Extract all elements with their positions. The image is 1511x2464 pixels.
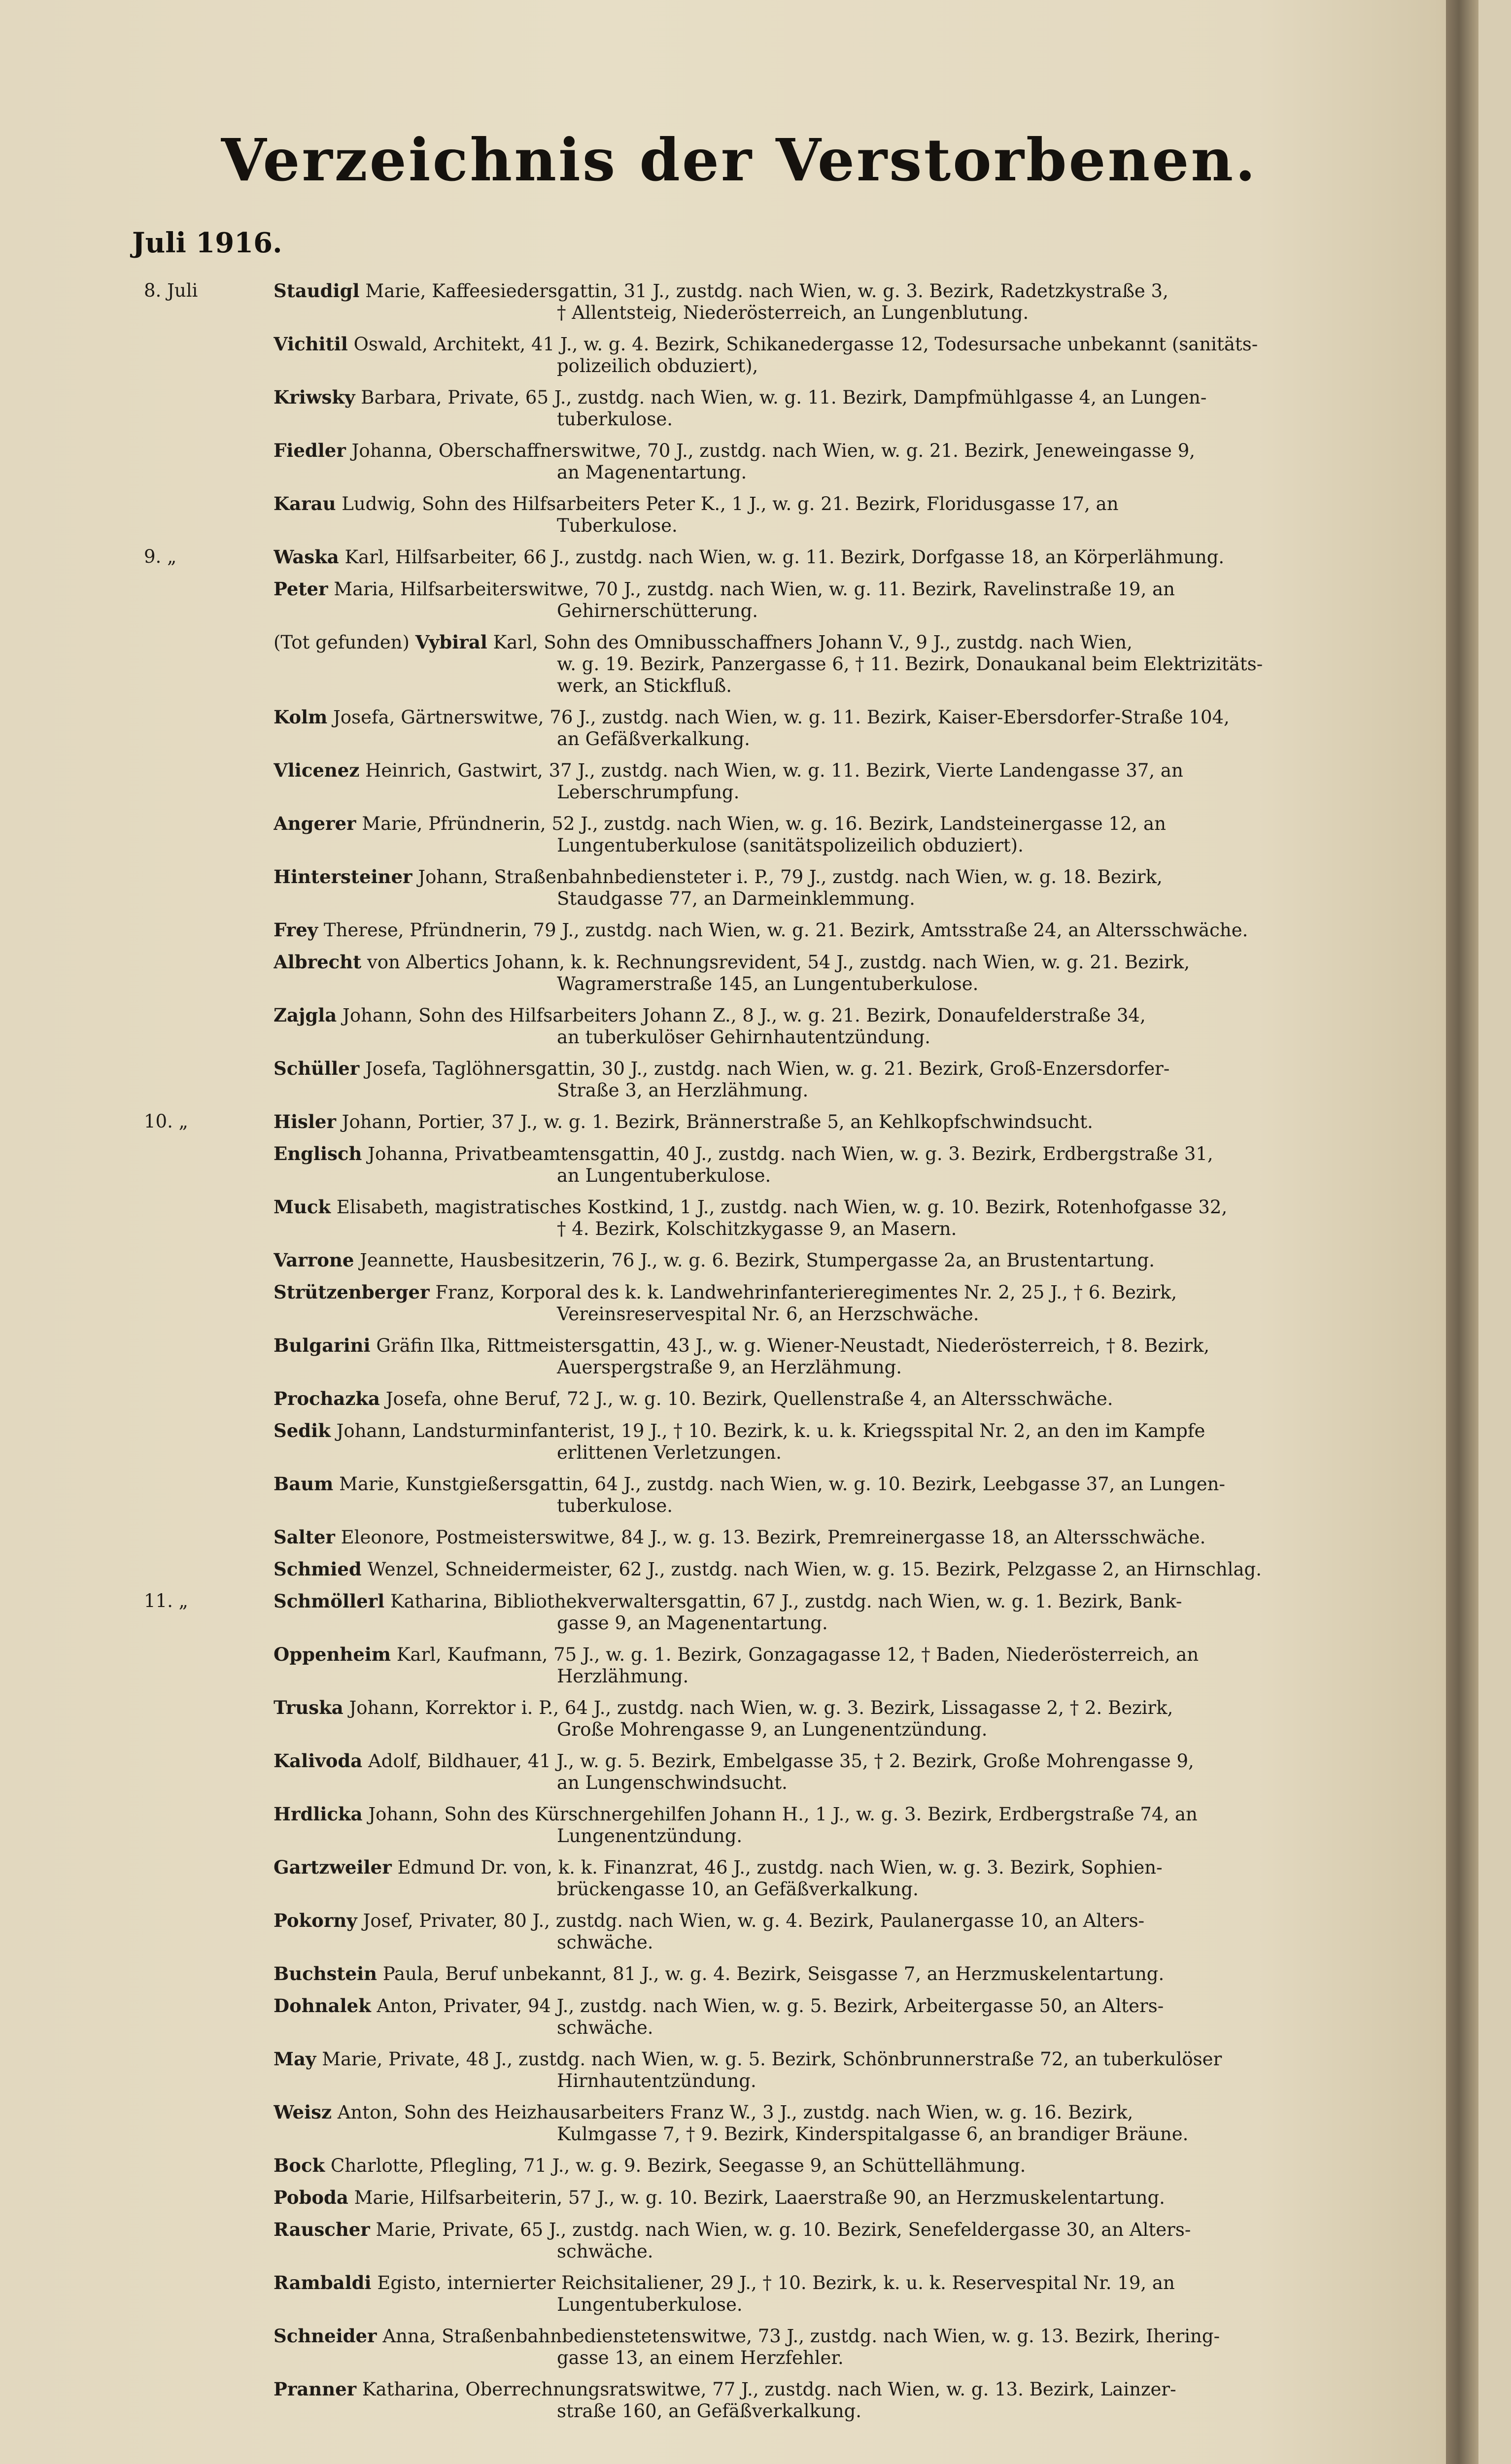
death-register-list [0,280,1478,2431]
entry-first-line [274,951,1456,973]
entry-continuation-line: Lungentuberkulose (sanitätspolizeilich obduziert). [557,835,1024,856]
entry-text [274,1388,1456,1410]
register-entry [0,440,1478,493]
entry-text [274,951,1456,995]
entry-first-line [274,1388,1456,1410]
entry-first-line [274,546,1456,568]
register-entry [0,2219,1478,2272]
register-entry [0,493,1478,546]
entry-text [274,1281,1456,1325]
entry-first-line [274,1995,1456,2017]
entry-text [274,1995,1456,2039]
deceased-surname: Schneider [274,2325,377,2347]
entry-details: Karl, Sohn des Omnibusschaffners Johann V., 9 J., zustdg. nach Wien, [487,632,1133,653]
entry-first-line [274,1963,1456,1985]
entry-text [274,1643,1456,1687]
deceased-surname: Prochazka [274,1388,380,1409]
deceased-surname: Angerer [274,813,356,834]
entry-prefix: (Tot gefunden) [274,632,415,653]
deceased-surname: Kalivoda [274,1750,363,1772]
entry-details: Charlotte, Pflegling, 71 J., w. g. 9. Bezirk, Seegasse 9, an Schüttellähmung. [325,2155,1026,2176]
entry-details: Josefa, Gärtnerswitwe, 76 J., zustdg. nach Wien, w. g. 11. Bezirk, Kaiser-Ebersdorfer-Straße 104, [327,707,1230,728]
entry-details: Karl, Kaufmann, 75 J., w. g. 1. Bezirk, Gonzagagasse 12, † Baden, Niederösterreich, an [391,1644,1199,1665]
deceased-surname: Frey [274,919,318,941]
entry-continuation-line: tuberkulose. [557,409,673,430]
register-entry [0,1963,1478,1995]
register-entry [0,813,1478,866]
register-entry [0,1420,1478,1473]
entry-continuation-line: Leberschrumpfung. [557,782,740,803]
deceased-surname: Varrone [274,1249,354,1271]
entry-first-line [274,1420,1456,1442]
entry-details: Johann, Landsturminfanterist, 19 J., † 10. Bezirk, k. u. k. Kriegsspital Nr. 2, an den im Kampfe [330,1420,1205,1441]
entry-continuation-line: † Allentsteig, Niederösterreich, an Lungenblutung. [557,302,1029,323]
entry-first-line [274,2155,1456,2177]
entry-text [274,1143,1456,1187]
entry-continuation-line: polizeilich obduziert), [557,355,758,376]
register-entry [0,706,1478,759]
entry-first-line [274,1249,1456,1271]
deceased-surname: Vybiral [415,631,487,653]
entry-details: Paula, Beruf unbekannt, 81 J., w. g. 4. Bezirk, Seisgasse 7, an Herzmuskelentartung. [377,1963,1165,1985]
register-entry [0,1249,1478,1281]
register-entry [0,2101,1478,2155]
entry-first-line [274,1526,1456,1548]
entry-details: Karl, Hilfsarbeiter, 66 J., zustdg. nach Wien, w. g. 11. Bezirk, Dorfgasse 18, an Körperlähmung. [339,547,1225,568]
register-entry [0,1196,1478,1249]
register-entry [0,546,1478,578]
entry-continuation-line: erlittenen Verletzungen. [557,1442,782,1463]
deceased-surname: Schüller [274,1058,360,1079]
entry-continuation-line: schwäche. [557,1932,653,1953]
deceased-surname: May [274,2048,316,2070]
entry-details: Josefa, Taglöhnersgattin, 30 J., zustdg. nach Wien, w. g. 21. Bezirk, Groß-Enzersdorfer- [359,1058,1170,1079]
register-entry [0,578,1478,631]
register-entry [0,951,1478,1004]
deceased-surname: Oppenheim [274,1643,391,1665]
entry-continuation-line: schwäche. [557,2241,653,2262]
register-entry [0,2272,1478,2325]
deceased-surname: Englisch [274,1143,362,1164]
entry-first-line [274,2272,1456,2294]
entry-text [274,493,1456,537]
register-entry [0,2048,1478,2101]
entry-text [274,2378,1456,2422]
entry-continuation-line: Auerspergstraße 9, an Herzlähmung. [557,1357,902,1378]
entry-continuation-line: Kulmgasse 7, † 9. Bezirk, Kinderspitalgasse 6, an brandiger Bräune. [557,2123,1189,2145]
deceased-surname: Vlicenez [274,759,360,781]
entry-continuation-line: an Lungentuberkulose. [557,1165,771,1186]
deceased-surname: Bock [274,2155,325,2176]
entry-first-line [274,1697,1456,1719]
register-entry [0,1590,1478,1643]
entry-text [274,2219,1456,2262]
entry-details: Johanna, Privatbeamtensgattin, 40 J., zustdg. nach Wien, w. g. 3. Bezirk, Erdbergstraße 31, [362,1143,1213,1164]
register-entry [0,919,1478,951]
entry-continuation-line: an tuberkulöser Gehirnhautentzündung. [557,1027,931,1048]
entry-first-line [274,1281,1456,1303]
entry-text [274,631,1456,697]
entry-continuation-line: an Lungenschwindsucht. [557,1772,788,1793]
register-entry [0,1995,1478,2048]
entry-first-line [274,1750,1456,1772]
entry-first-line [274,2378,1456,2400]
deceased-surname: Pranner [274,2378,357,2400]
entry-date: 11. „ [144,1590,188,1611]
entry-first-line [274,1004,1456,1027]
entry-text [274,1697,1456,1741]
register-entry [0,333,1478,386]
deceased-surname: Zajgla [274,1004,337,1026]
entry-details: Ludwig, Sohn des Hilfsarbeiters Peter K., 1 J., w. g. 21. Bezirk, Floridusgasse 17, an [336,493,1119,514]
entry-details: Marie, Hilfsarbeiterin, 57 J., w. g. 10. Bezirk, Laaerstraße 90, an Herzmuskelentartung. [348,2187,1165,2208]
register-entry [0,1473,1478,1526]
deceased-surname: Rauscher [274,2219,370,2240]
entry-first-line [274,1558,1456,1580]
register-entry [0,280,1478,333]
entry-text [274,2272,1456,2316]
deceased-surname: Schmied [274,1558,362,1580]
entry-details: Gräfin Ilka, Rittmeistersgattin, 43 J., w. g. Wiener-Neustadt, Niederösterreich, † 8. Bezirk, [370,1335,1210,1356]
register-entry [0,1111,1478,1143]
entry-continuation-line: Große Mohrengasse 9, an Lungenentzündung. [557,1719,988,1740]
deceased-surname: Weisz [274,2101,332,2123]
month-heading: Juli 1916. [132,227,282,259]
register-entry [0,1143,1478,1196]
register-entry [0,1697,1478,1750]
deceased-surname: Sedik [274,1420,331,1441]
entry-text [274,1196,1456,1240]
entry-text [274,386,1456,430]
deceased-surname: Kolm [274,706,328,728]
deceased-surname: Fiedler [274,440,346,461]
entry-details: Anton, Privater, 94 J., zustdg. nach Wien, w. g. 5. Bezirk, Arbeitergasse 50, an Alters- [371,1995,1164,2017]
deceased-surname: Pokorny [274,1910,357,1931]
entry-continuation-line: an Magenentartung. [557,462,747,483]
entry-first-line [274,2219,1456,2241]
entry-details: Katharina, Bibliothekverwaltersgattin, 67 J., zustdg. nach Wien, w. g. 1. Bezirk, Bank- [384,1591,1182,1612]
entry-text [274,333,1456,377]
deceased-surname: Albrecht [274,951,362,973]
entry-text [274,1558,1456,1580]
entry-continuation-line: Tuberkulose. [557,515,678,536]
entry-continuation-line: brückengasse 10, an Gefäßverkalkung. [557,1879,919,1900]
entry-first-line [274,2048,1456,2070]
entry-first-line [274,333,1456,355]
entry-date: 10. „ [144,1111,188,1132]
entry-continuation-line: werk, an Stickfluß. [557,675,732,696]
deceased-surname: Vichitil [274,333,348,355]
register-entry [0,2187,1478,2219]
entry-details: Barbara, Private, 65 J., zustdg. nach Wien, w. g. 11. Bezirk, Dampfmühlgasse 4, an Lungen- [355,387,1207,408]
entry-continuation-line: Staudgasse 77, an Darmeinklemmung. [557,888,915,909]
entry-date: 9. „ [144,546,177,567]
entry-continuation-line: Herzlähmung. [557,1666,689,1687]
entry-continuation-line: Hirnhautentzündung. [557,2070,756,2091]
entry-text [274,706,1456,750]
entry-first-line [274,280,1456,302]
register-entry [0,1335,1478,1388]
entry-first-line [274,1335,1456,1357]
entry-first-line [274,1111,1456,1133]
deceased-surname: Buchstein [274,1963,378,1985]
entry-details: Marie, Private, 65 J., zustdg. nach Wien, w. g. 10. Bezirk, Senefeldergasse 30, an Alters- [370,2219,1191,2240]
register-entry [0,866,1478,919]
entry-continuation-line: † 4. Bezirk, Kolschitzkygasse 9, an Masern. [557,1218,957,1239]
entry-first-line [274,2325,1456,2347]
deceased-surname: Bulgarini [274,1335,371,1356]
entry-text [274,1473,1456,1517]
entry-details: Oswald, Architekt, 41 J., w. g. 4. Bezirk, Schikanedergasse 12, Todesursache unbekannt (sanitäts- [347,334,1258,355]
register-entry [0,386,1478,440]
deceased-surname: Schmöllerl [274,1590,385,1612]
entry-details: Katharina, Oberrechnungsratswitwe, 77 J., zustdg. nach Wien, w. g. 13. Bezirk, Lainzer- [356,2379,1176,2400]
register-entry [0,1526,1478,1558]
deceased-surname: Strützenberger [274,1281,430,1303]
entry-first-line [274,2101,1456,2123]
entry-first-line [274,759,1456,782]
register-entry [0,1910,1478,1963]
entry-details: Wenzel, Schneidermeister, 62 J., zustdg. nach Wien, w. g. 15. Bezirk, Pelzgasse 2, an Hirnschlag. [361,1559,1262,1580]
entry-details: Johann, Korrektor i. P., 64 J., zustdg. nach Wien, w. g. 3. Bezirk, Lissagasse 2, † 2. Bezirk, [343,1697,1173,1718]
register-entry [0,1388,1478,1420]
deceased-surname: Poboda [274,2187,348,2208]
register-entry [0,1558,1478,1590]
entry-continuation-line: gasse 13, an einem Herzfehler. [557,2347,844,2368]
entry-continuation-line: Gehirnerschütterung. [557,600,758,621]
entry-details: von Albertics Johann, k. k. Rechnungsrevident, 54 J., zustdg. nach Wien, w. g. 21. Bezirk, [361,952,1190,973]
entry-details: Maria, Hilfsarbeiterswitwe, 70 J., zustdg. nach Wien, w. g. 11. Bezirk, Ravelinstraße 19, an [328,579,1175,600]
entry-details: Jeannette, Hausbesitzerin, 76 J., w. g. 6. Bezirk, Stumpergasse 2a, an Brustentartung. [354,1250,1155,1271]
deceased-surname: Kriwsky [274,386,355,408]
entry-details: Josef, Privater, 80 J., zustdg. nach Wien, w. g. 4. Bezirk, Paulanergasse 10, an Alters- [357,1910,1145,1931]
deceased-surname: Karau [274,493,336,514]
entry-continuation-line: an Gefäßverkalkung. [557,728,750,750]
entry-first-line [274,578,1456,600]
register-entry [0,1058,1478,1111]
entry-details: Heinrich, Gastwirt, 37 J., zustdg. nach Wien, w. g. 11. Bezirk, Vierte Landengasse 37, an [359,760,1183,781]
entry-first-line [274,386,1456,409]
entry-details: Johann, Sohn des Kürschnergehilfen Johann H., 1 J., w. g. 3. Bezirk, Erdbergstraße 74, an [362,1804,1198,1825]
deceased-surname: Hintersteiner [274,866,412,888]
entry-first-line [274,866,1456,888]
entry-text [274,1750,1456,1794]
deceased-surname: Rambaldi [274,2272,372,2293]
entry-first-line [274,919,1456,941]
entry-text [274,280,1456,324]
entry-text [274,1526,1456,1548]
register-entry [0,1750,1478,1803]
register-entry [0,2378,1478,2431]
entry-continuation-line: Straße 3, an Herzlähmung. [557,1080,809,1101]
entry-text [274,1004,1456,1048]
entry-text [274,2048,1456,2092]
entry-details: Egisto, internierter Reichsitaliener, 29 J., † 10. Bezirk, k. u. k. Reservespital Nr. 19, an [371,2272,1175,2293]
entry-details: Anton, Sohn des Heizhausarbeiters Franz W., 3 J., zustdg. nach Wien, w. g. 16. Bezirk, [331,2102,1133,2123]
entry-details: Franz, Korporal des k. k. Landwehrinfanterieregimentes Nr. 2, 25 J., † 6. Bezirk, [429,1282,1177,1303]
register-entry [0,1856,1478,1910]
entry-first-line [274,1473,1456,1495]
deceased-surname: Gartzweiler [274,1856,392,1878]
entry-details: Johann, Portier, 37 J., w. g. 1. Bezirk, Brännerstraße 5, an Kehlkopfschwindsucht. [336,1111,1093,1132]
entry-text [274,1058,1456,1101]
entry-details: Eleonore, Postmeisterswitwe, 84 J., w. g. 13. Bezirk, Premreinergasse 18, an Altersschwäche. [335,1527,1206,1548]
entry-continuation-line: Lungentuberkulose. [557,2294,743,2315]
entry-first-line [274,2187,1456,2209]
deceased-surname: Truska [274,1697,343,1718]
entry-details: Marie, Kunstgießersgattin, 64 J., zustdg. nach Wien, w. g. 10. Bezirk, Leebgasse 37, an Lungen- [333,1473,1225,1495]
entry-first-line [274,706,1456,728]
deceased-surname: Staudigl [274,280,360,302]
entry-text [274,2187,1456,2209]
entry-text [274,1910,1456,1953]
entry-details: Adolf, Bildhauer, 41 J., w. g. 5. Bezirk, Embelgasse 35, † 2. Bezirk, Große Mohrengasse 9, [362,1750,1194,1772]
entry-first-line [274,1643,1456,1666]
entry-continuation-line: tuberkulose. [557,1495,673,1516]
entry-details: Elisabeth, magistratisches Kostkind, 1 J., zustdg. nach Wien, w. g. 10. Bezirk, Rotenhofgasse 32, [331,1197,1228,1218]
deceased-surname: Hrdlicka [274,1803,363,1825]
entry-text [274,546,1456,568]
entry-text [274,2325,1456,2369]
entry-text [274,759,1456,803]
entry-continuation-line: w. g. 19. Bezirk, Panzergasse 6, † 11. Bezirk, Donaukanal beim Elektrizitäts- [557,653,1263,675]
deceased-surname: Baum [274,1473,334,1495]
entry-details: Therese, Pfründnerin, 79 J., zustdg. nach Wien, w. g. 21. Bezirk, Amtsstraße 24, an Altersschwäche. [318,920,1248,941]
entry-continuation-line: Wagramerstraße 145, an Lungentuberkulose. [557,973,979,994]
entry-details: Marie, Pfründnerin, 52 J., zustdg. nach Wien, w. g. 16. Bezirk, Landsteinergasse 12, an [356,813,1166,834]
register-entry [0,631,1478,706]
entry-details: Johann, Straßenbahnbediensteter i. P., 79 J., zustdg. nach Wien, w. g. 18. Bezirk, [412,866,1163,888]
entry-text [274,1420,1456,1464]
entry-text [274,1590,1456,1634]
entry-text [274,1335,1456,1378]
entry-text [274,813,1456,856]
entry-first-line [274,1803,1456,1825]
entry-continuation-line: schwäche. [557,2017,653,2038]
page-title: Verzeichnis der Verstorbenen. [221,126,1258,194]
entry-text [274,578,1456,622]
deceased-surname: Hisler [274,1111,336,1132]
entry-text [274,1856,1456,1900]
entry-first-line [274,1143,1456,1165]
register-entry [0,1803,1478,1856]
deceased-surname: Dohnalek [274,1995,371,2017]
entry-continuation-line: straße 160, an Gefäßverkalkung. [557,2400,862,2422]
entry-continuation-line: Lungenentzündung. [557,1825,743,1847]
register-entry [0,1281,1478,1335]
entry-details: Edmund Dr. von, k. k. Finanzrat, 46 J., zustdg. nach Wien, w. g. 3. Bezirk, Sophien- [391,1857,1163,1878]
entry-details: Josefa, ohne Beruf, 72 J., w. g. 10. Bezirk, Quellenstraße 4, an Altersschwäche. [380,1388,1113,1409]
entry-first-line [274,1590,1456,1612]
entry-first-line [274,1058,1456,1080]
entry-first-line [274,493,1456,515]
entry-details: Marie, Kaffeesiedersgattin, 31 J., zustdg. nach Wien, w. g. 3. Bezirk, Radetzkystraße 3, [359,280,1168,302]
register-entry [0,2155,1478,2187]
entry-continuation-line: Vereinsreservespital Nr. 6, an Herzschwäche. [557,1303,979,1325]
entry-first-line [274,631,1456,653]
entry-details: Johanna, Oberschaffnerswitwe, 70 J., zustdg. nach Wien, w. g. 21. Bezirk, Jeneweingasse 9, [345,440,1196,461]
entry-first-line [274,813,1456,835]
deceased-surname: Salter [274,1526,335,1548]
entry-continuation-line: gasse 9, an Magenentartung. [557,1612,828,1634]
entry-text [274,919,1456,941]
entry-first-line [274,1910,1456,1932]
register-entry [0,2325,1478,2378]
entry-details: Anna, Straßenbahnbedienstetenswitwe, 73 J., zustdg. nach Wien, w. g. 13. Bezirk, Ihering- [377,2326,1220,2347]
register-entry [0,759,1478,813]
entry-text [274,2155,1456,2177]
deceased-surname: Muck [274,1196,331,1218]
entry-text [274,1803,1456,1847]
entry-first-line [274,440,1456,462]
entry-details: Marie, Private, 48 J., zustdg. nach Wien, w. g. 5. Bezirk, Schönbrunnerstraße 72, an tuberkulöser [316,2049,1222,2070]
entry-text [274,866,1456,910]
entry-text [274,440,1456,483]
entry-text [274,2101,1456,2145]
register-entry [0,1004,1478,1058]
entry-date: 8. Juli [144,280,198,301]
entry-details: Johann, Sohn des Hilfsarbeiters Johann Z., 8 J., w. g. 21. Bezirk, Donaufelderstraße 34, [337,1005,1146,1026]
entry-text [274,1249,1456,1271]
entry-first-line [274,1856,1456,1879]
entry-first-line [274,1196,1456,1218]
deceased-surname: Waska [274,546,339,568]
deceased-surname: Peter [274,578,328,600]
entry-text [274,1963,1456,1985]
entry-text [274,1111,1456,1133]
register-entry [0,1643,1478,1697]
